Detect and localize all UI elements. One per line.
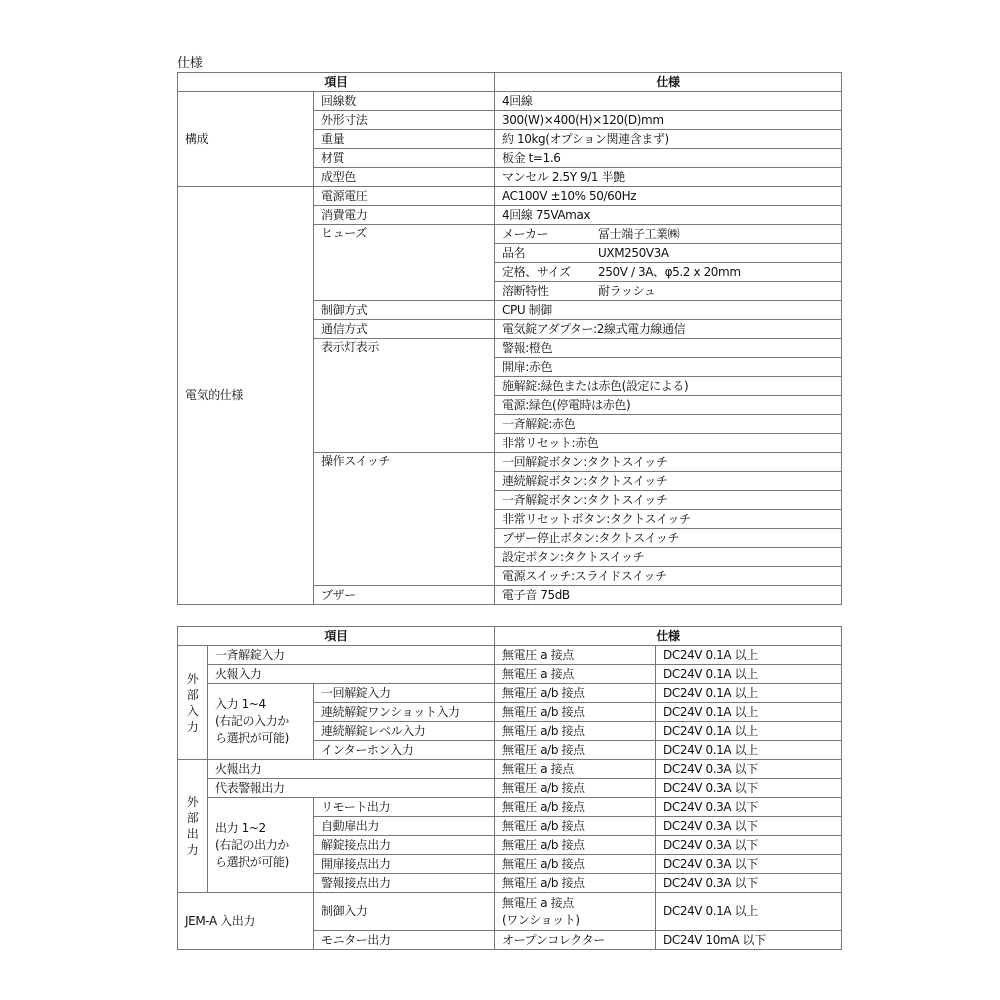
row-rating: DC24V 0.1A 以上 (656, 741, 842, 760)
row-rating: DC24V 0.3A 以下 (656, 817, 842, 836)
row-value: 約 10kg(オプション関連含まず) (495, 130, 842, 149)
row-label: 消費電力 (314, 206, 495, 225)
row-contact: 無電圧 a/b 接点 (495, 855, 656, 874)
table-header-row (178, 627, 842, 646)
row-value: 一斉解錠ボタン:タクトスイッチ (495, 491, 842, 510)
row-label: 解錠接点出力 (314, 836, 495, 855)
fuse-value: UXM250V3A (598, 245, 669, 260)
row-label: 電源電圧 (314, 187, 495, 206)
row-value: 一斉解錠:赤色 (495, 415, 842, 434)
row-label: 制御方式 (314, 301, 495, 320)
group-external-output (178, 760, 208, 893)
row-value: 警報:橙色 (495, 339, 842, 358)
row-value: CPU 制御 (495, 301, 842, 320)
row-rating: DC24V 0.1A 以上 (656, 703, 842, 722)
row-label-sosa: 操作スイッチ (314, 453, 495, 586)
row-label: 材質 (314, 149, 495, 168)
table-row (178, 893, 842, 931)
row-label: 通信方式 (314, 320, 495, 339)
fuse-key: メーカー (502, 226, 549, 241)
table-row (178, 798, 842, 817)
row-label: 自動扉出力 (314, 817, 495, 836)
fuse-item (495, 225, 842, 244)
subgroup-line: 入力 1~4 (215, 697, 266, 711)
subgroup-line: (右記の入力か (215, 714, 289, 728)
group-jem-a: JEM-A 入出力 (178, 893, 314, 950)
row-contact (495, 893, 656, 931)
row-value: 連続解錠ボタン:タクトスイッチ (495, 472, 842, 491)
header-item: 項目 (178, 627, 495, 646)
row-label: 外形寸法 (314, 111, 495, 130)
row-value: 電源スイッチ:スライドスイッチ (495, 567, 842, 586)
row-rating: DC24V 10mA 以下 (656, 931, 842, 950)
row-label: 成型色 (314, 168, 495, 187)
subgroup-line: (右記の出力か (215, 837, 289, 852)
row-value: 板金 t=1.6 (495, 149, 842, 168)
row-rating: DC24V 0.3A 以下 (656, 836, 842, 855)
row-rating: DC24V 0.3A 以下 (656, 798, 842, 817)
row-value: 電気錠アダプター:2線式電力線通信 (495, 320, 842, 339)
row-value: 非常リセット:赤色 (495, 434, 842, 453)
row-label: 連続解錠レベル入力 (314, 722, 495, 741)
table-row (178, 92, 842, 111)
row-contact: 無電圧 a/b 接点 (495, 798, 656, 817)
row-contact: 無電圧 a 接点 (495, 646, 656, 665)
group-kousei: 構成 (178, 92, 314, 187)
group-char: 外 (186, 795, 199, 809)
row-value: 施解錠:緑色または赤色(設定による) (495, 377, 842, 396)
row-rating: DC24V 0.3A 以下 (656, 779, 842, 798)
table-row (178, 665, 842, 684)
row-rating: DC24V 0.1A 以上 (656, 684, 842, 703)
row-value: 300(W)×400(H)×120(D)mm (495, 111, 842, 130)
row-contact: 無電圧 a/b 接点 (495, 722, 656, 741)
row-label: 火報入力 (208, 665, 495, 684)
row-contact: 無電圧 a/b 接点 (495, 741, 656, 760)
row-contact: 無電圧 a/b 接点 (495, 817, 656, 836)
row-label: 警報接点出力 (314, 874, 495, 893)
row-label: 回線数 (314, 92, 495, 111)
row-value: 4回線 75VAmax (495, 206, 842, 225)
fuse-item (495, 282, 842, 301)
fuse-key: 定格、サイズ (502, 264, 571, 279)
row-value: 非常リセットボタン:タクトスイッチ (495, 510, 842, 529)
group-char: 入 (186, 703, 199, 718)
row-rating: DC24V 0.1A 以上 (656, 722, 842, 741)
fuse-value: 冨士端子工業㈱ (598, 226, 680, 241)
subgroup-line: ら選択が可能) (215, 854, 289, 869)
row-label: 火報出力 (208, 760, 495, 779)
fuse-value: 耐ラッシュ (598, 283, 656, 298)
row-label: 代表警報出力 (208, 779, 495, 798)
subgroup-input-1-4 (208, 684, 314, 760)
row-contact: 無電圧 a/b 接点 (495, 779, 656, 798)
row-value: ブザー停止ボタン:タクトスイッチ (495, 529, 842, 548)
group-char: 部 (186, 811, 199, 825)
group-char: 外 (186, 671, 199, 686)
row-contact: 無電圧 a 接点 (495, 760, 656, 779)
spec-table-general (177, 72, 842, 605)
row-contact: 無電圧 a/b 接点 (495, 874, 656, 893)
contact-line: 無電圧 a 接点 (502, 895, 574, 910)
fuse-item (495, 263, 842, 282)
group-denki: 電気的仕様 (178, 187, 314, 605)
group-char: 出 (186, 827, 199, 841)
row-rating: DC24V 0.1A 以上 (656, 646, 842, 665)
table-row (178, 684, 842, 703)
row-label: モニター出力 (314, 931, 495, 950)
row-contact: 無電圧 a 接点 (495, 665, 656, 684)
header-item: 項目 (178, 73, 495, 92)
row-value: 設定ボタン:タクトスイッチ (495, 548, 842, 567)
row-value: 一回解錠ボタン:タクトスイッチ (495, 453, 842, 472)
subgroup-output-1-2 (208, 798, 314, 893)
row-contact: オープンコレクター (495, 931, 656, 950)
row-label: 連続解錠ワンショット入力 (314, 703, 495, 722)
spec-table-io (177, 626, 842, 950)
row-label: 開扉接点出力 (314, 855, 495, 874)
group-char: 力 (186, 719, 199, 734)
row-rating: DC24V 0.1A 以上 (656, 665, 842, 684)
fuse-key: 溶断特性 (502, 283, 549, 298)
document-caption: 仕様 (177, 56, 203, 71)
row-value: 4回線 (495, 92, 842, 111)
table-header-row (178, 73, 842, 92)
row-label: インターホン入力 (314, 741, 495, 760)
row-rating: DC24V 0.3A 以下 (656, 874, 842, 893)
group-char: 力 (186, 843, 199, 857)
header-spec: 仕様 (495, 627, 842, 646)
row-value: 電子音 75dB (495, 586, 842, 605)
table-row (178, 760, 842, 779)
row-label: 制御入力 (314, 893, 495, 931)
row-contact: 無電圧 a/b 接点 (495, 836, 656, 855)
row-value: AC100V ±10% 50/60Hz (495, 187, 842, 206)
subgroup-line: ら選択が可能) (215, 731, 289, 745)
row-rating: DC24V 0.3A 以下 (656, 760, 842, 779)
fuse-item (495, 244, 842, 263)
row-value: 開扉:赤色 (495, 358, 842, 377)
table-row (178, 187, 842, 206)
row-label: 一斉解錠入力 (208, 646, 495, 665)
row-label: リモート出力 (314, 798, 495, 817)
row-label-hyoji: 表示灯表示 (314, 339, 495, 453)
table-row (178, 646, 842, 665)
fuse-value: 250V / 3A、φ5.2 x 20mm (598, 264, 741, 279)
contact-line: (ワンショット) (502, 912, 580, 927)
subgroup-line: 出力 1~2 (215, 820, 266, 835)
header-spec: 仕様 (495, 73, 842, 92)
row-value: マンセル 2.5Y 9/1 半艶 (495, 168, 842, 187)
row-value: 電源:緑色(停電時は赤色) (495, 396, 842, 415)
row-label: 重量 (314, 130, 495, 149)
fuse-key: 品名 (502, 245, 526, 260)
table-row (178, 779, 842, 798)
row-rating: DC24V 0.3A 以下 (656, 855, 842, 874)
row-label-fuse: ヒューズ (314, 225, 495, 301)
group-char: 部 (186, 687, 199, 702)
row-label: ブザー (314, 586, 495, 605)
row-contact: 無電圧 a/b 接点 (495, 703, 656, 722)
row-label: 一回解錠入力 (314, 684, 495, 703)
row-rating: DC24V 0.1A 以上 (656, 893, 842, 931)
group-external-input (178, 646, 208, 760)
row-contact: 無電圧 a/b 接点 (495, 684, 656, 703)
